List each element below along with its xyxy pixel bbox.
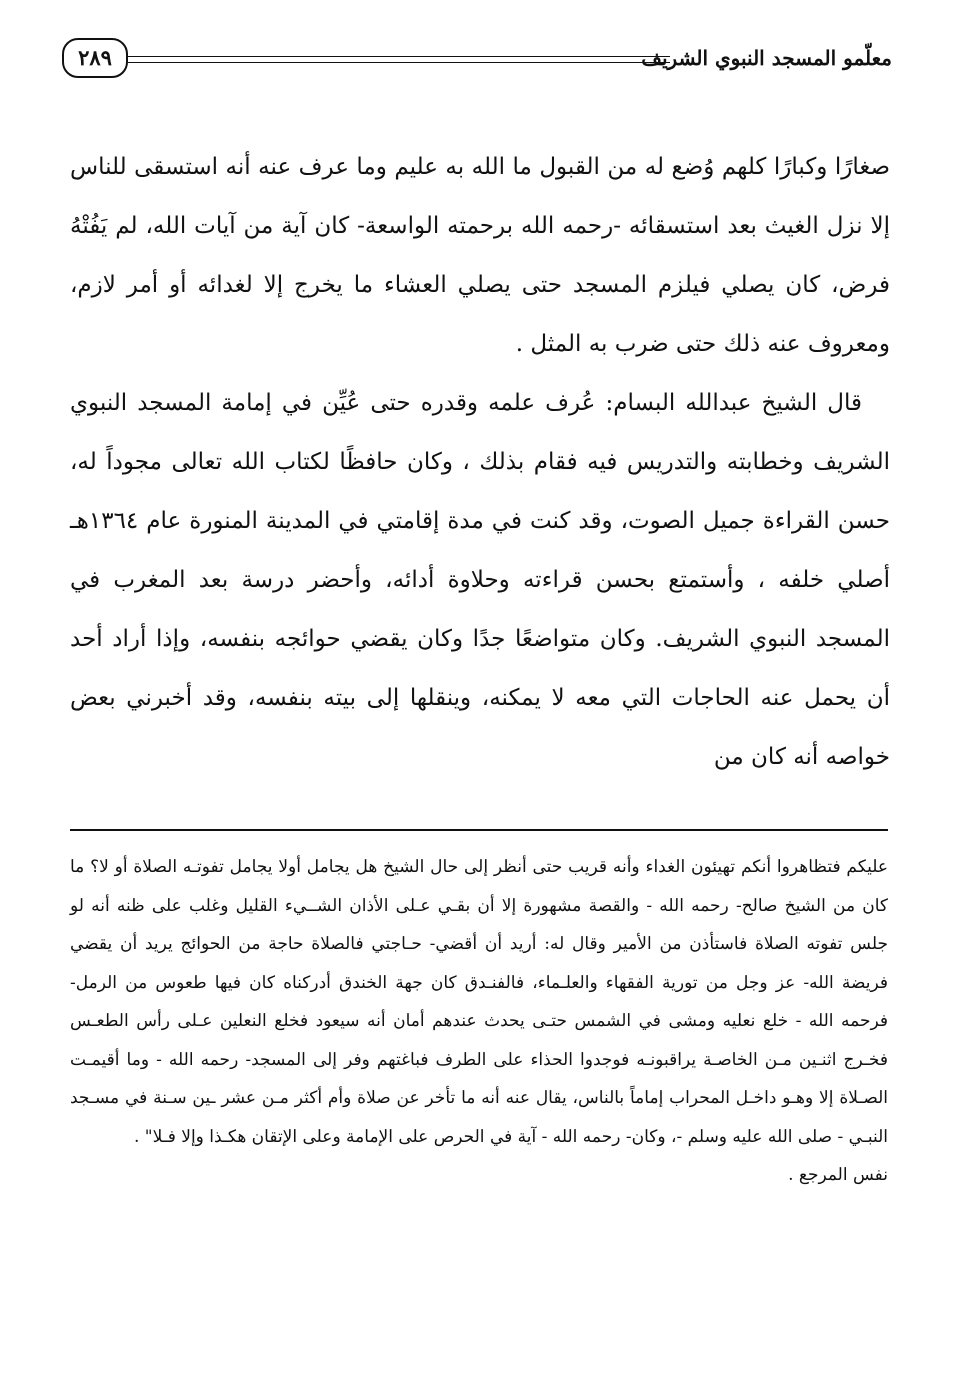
header-double-rule [128, 56, 670, 63]
paragraph-2: قال الشيخ عبدالله البسام: عُرف علمه وقدره حتى عُيِّن في إمامة المسجد النبوي الشريف وخطابته والتدريس فيه فقام بذلك ، وكان حافظًا لكتاب الله تعالى مجوداً له، حسن القراءة جميل الصوت، وقد كنت في مدة إقامتي في المدينة المنورة عام ١٣٦٤هـ أصلي خلفه ، وأستمتع بحسن قراءته وحلاوة أدائه، وأحضر درسة بعد المغرب في المسجد النبوي الشريف. وكان متواضعًا جدًا وكان يقضي حوائجه بنفسه، وإذا أراد أحد أن يحمل عنه الحاجات التي معه لا يمكنه، وينقلها إلى بيته بنفسه، وقد أخبرني بعض خواصه أنه كان من [70, 390, 890, 770]
paragraph-1: صغارًا وكبارًا كلهم وُضع له من القبول ما الله به عليم وما عرف عنه أنه استسقى للناس إلا نزل الغيث بعد استسقائه -رحمه الله برحمته الواسعة- كان آية من آيات الله، لم يَفُتْهُ فرض، كان يصلي فيلزم المسجد حتى يصلي العشاء ما يخرج إلا لغدائه أو أمر لازم، ومعروف عنه ذلك حتى ضرب به المثل . [70, 154, 890, 357]
footnote-continued: عليكم فتظاهروا أنكم تهيئون الغداء وأنه قريب حتى أنظر إلى حال الشيخ هل يجامل أولا يجامل تفوتـه الصلاة أو لا؟ ما كان من الشيخ صالح- رحمه الله - والقصة مشهورة إلا أن بقـي عـلى الأذان الشــيء القليل وغلب على ظنه أنه لو جلس تفوته الصلاة فاستأذن من الأمير وقال له: أريد أن أقضي- حـاجتي فالصلاة حاجة من الحوائج يريد أن يقضي فريضة الله- عز وجل من تورية الفقهاء والعلـماء، فالفنـدق كان جهة الخندق أدركناه كان فيها طعوس من الرمل- فرحمه الله - خلع نعليه ومشى في الشمس حتـى يحدث عندهم أمان أنه سيعود فخلع النعلين عـلى رأس الطعـس فخـرج اثنـين مـن الخاصـة يراقبونـه فوجدوا الحذاء على الطرف فباغتهم وفر إلى المسجد- رحمه الله - وما أقيمـت الصـلاة إلا وهـو داخـل المحراب إماماً بالناس، يقال عنه أنه ما تأخر عن صلاة وأم أكثر مـن عشر ـين سـنة في مسـجد النبـي - صلى الله عليه وسلم -، وكان- رحمه الله - آية في الحرص على الإمامة وعلى الإتقان هكـذا وإلا فـلا" . [70, 857, 888, 1147]
running-header [62, 38, 892, 82]
header-title: معلّمو المسجد النبوي الشريف [641, 46, 892, 70]
footnote-reference: نفس المرجع . [788, 1165, 888, 1185]
footnote-separator [70, 829, 888, 831]
footnotes [70, 848, 888, 1195]
page-number: ٢٨٩ [62, 38, 128, 78]
main-text [70, 138, 890, 787]
